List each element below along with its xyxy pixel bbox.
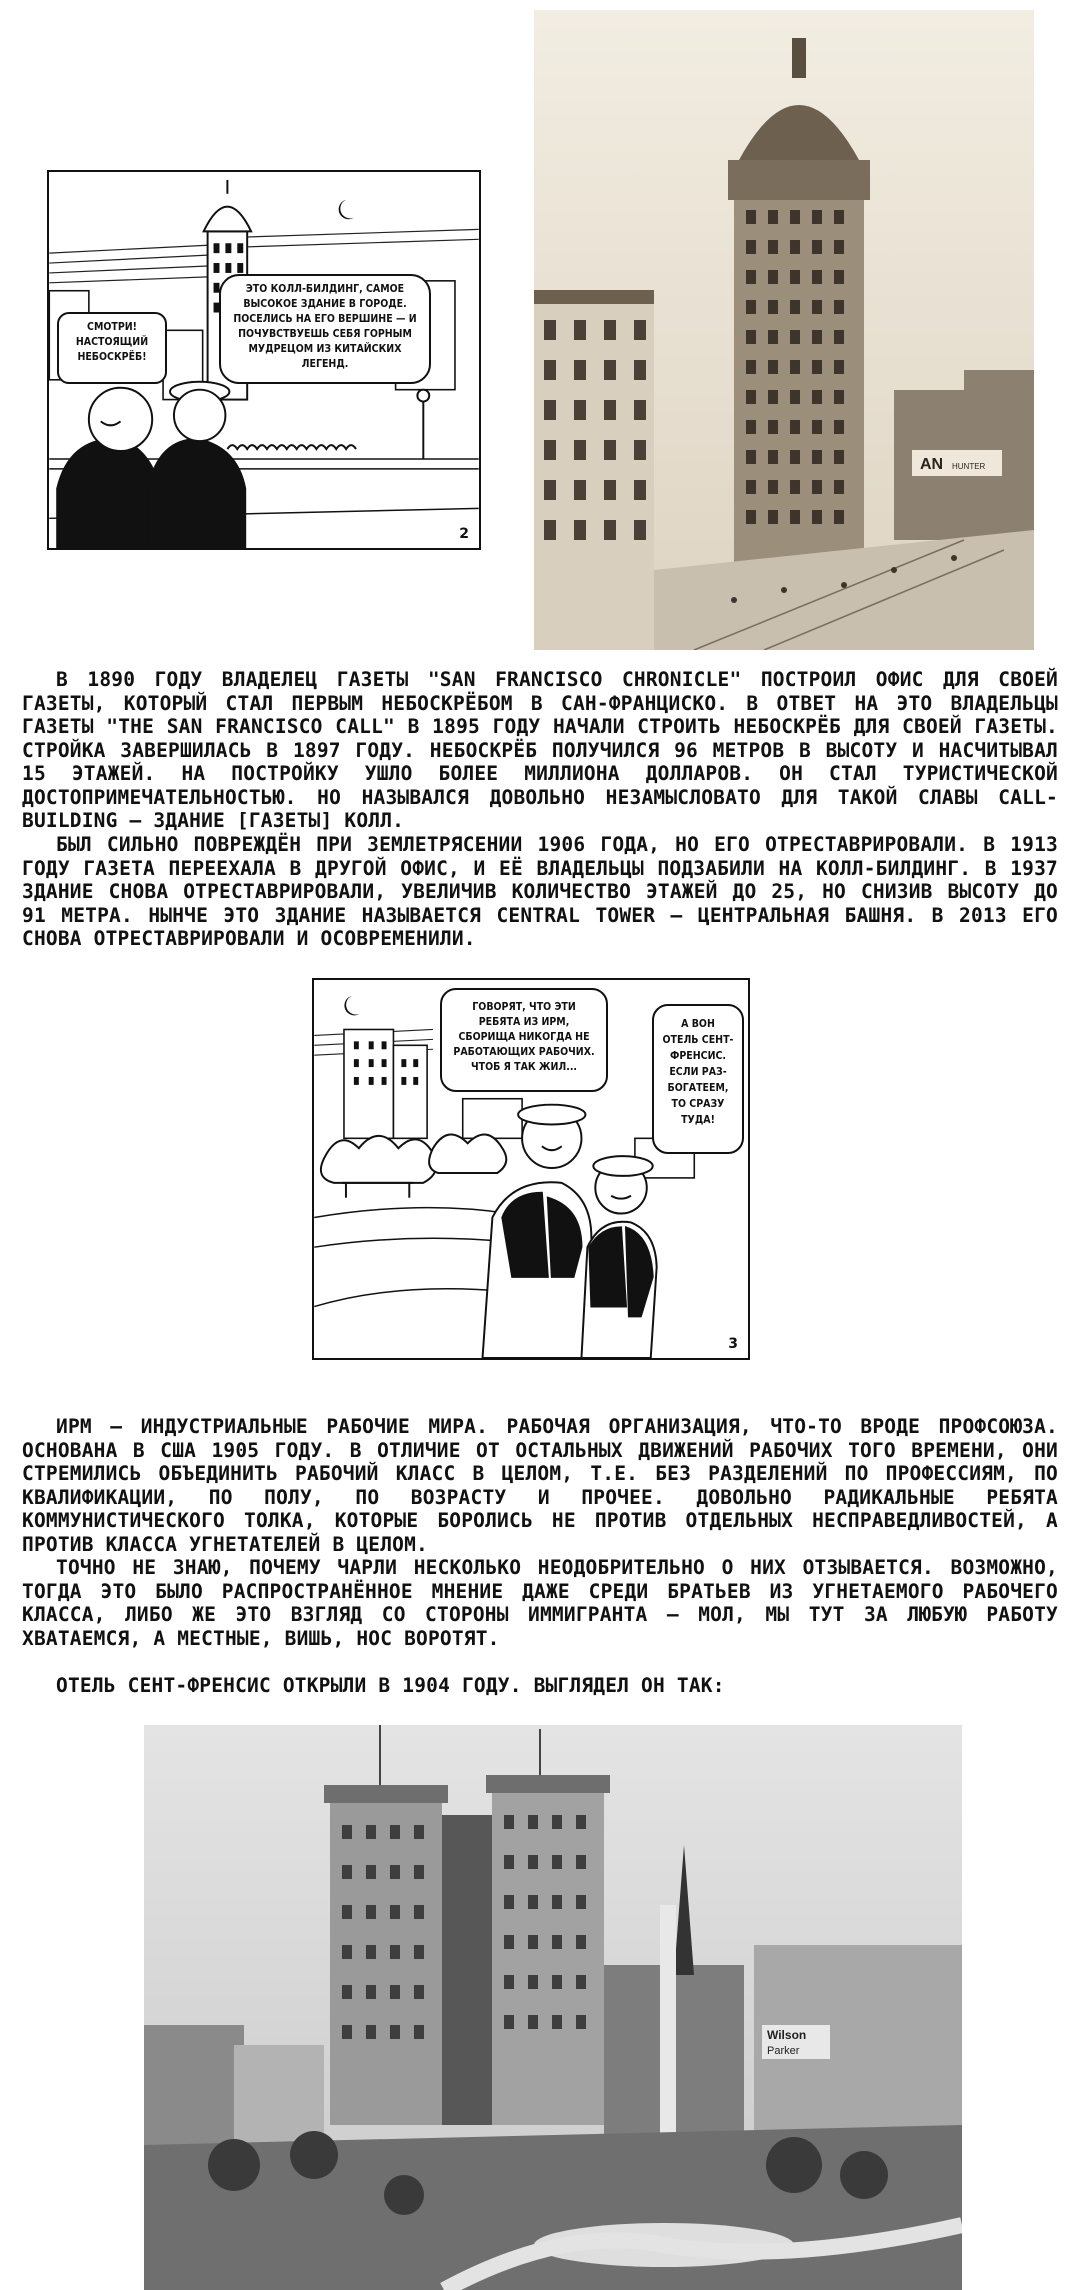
shop-sign-an: AN — [920, 456, 944, 473]
speech-bubble-right: ЭТО КОЛЛ-БИЛДИНГ, САМОЕ ВЫСОКОЕ ЗДАНИЕ В ГОРОДЕ. ПОСЕЛИСЬ НА ЕГО ВЕРШИНЕ — И ПОЧУВСТВУЕШЬ СЕБЯ ГОРНЫМ МУДРЕЦОМ ИЗ КИТАЙСКИХ ЛЕГЕНД. — [219, 274, 431, 384]
paragraph-call-building-2: БЫЛ СИЛЬНО ПОВРЕЖДЁН ПРИ ЗЕМЛЕТРЯСЕНИИ 1906 ГОДА, НО ЕГО ОТРЕСТАВРИРОВАЛИ. В 1913 ГОДУ ГАЗЕТА ПЕРЕЕХАЛА В ДРУГОЙ ОФИС, И ЕЁ ВЛАДЕЛЬЦЫ ПОДЗАБИЛИ НА КОЛЛ-БИЛДИНГ. В 1937 ЗДАНИЕ СНОВА ОТРЕСТАВРИРОВАЛИ, УВЕЛИЧИВ КОЛИЧЕСТВО ЭТАЖЕЙ ДО 25, НО СНИЗИВ ВЫСОТУ ДО 91 МЕТРА. НЫНЧЕ ЭТО ЗДАНИЕ НАЗЫВАЕТСЯ CENTRAL TOWER — ЦЕНТРАЛЬНАЯ БАШНЯ. В 2013 ЕГО СНОВА ОТРЕСТАВРИРОВАЛИ И ОСОВРЕМЕНИЛИ. — [22, 833, 1058, 950]
photo-call-building-image — [534, 10, 1034, 650]
speech-bubble-left: СМОТРИ! НАСТОЯЩИЙ НЕБОСКРЁБ! — [57, 312, 167, 384]
paragraph-irm-1: ИРМ — ИНДУСТРИАЛЬНЫЕ РАБОЧИЕ МИРА. РАБОЧАЯ ОРГАНИЗАЦИЯ, ЧТО-ТО ВРОДЕ ПРОФСОЮЗА. ОСНОВАНА В США 1905 ГОДУ. В ОТЛИЧИЕ ОТ ОСТАЛЬНЫХ ДВИЖЕНИЙ РАБОЧИХ ТОГО ВРЕМЕНИ, ОНИ СТРЕМИЛИСЬ ОБЪЕДИНИТЬ РАБОЧИЙ КЛАСС В ЦЕЛОМ, Т.Е. БЕЗ РАЗДЕЛЕНИЙ ПО ПРОФЕССИЯМ, ПО КВАЛИФИКАЦИИ, ПО ПОЛУ, ПО ВОЗРАСТУ И ПРОЧЕЕ. ДОВОЛЬНО РАДИКАЛЬНЫЕ РЕБЯТА КОММУНИСТИЧЕСКОГО ТОЛКА, КОТОРЫЕ БОРОЛИСЬ НЕ ПРОТИВ ОТДЕЛЬНЫХ НЕСПРАВЕДЛИВОСТЕЙ, А ПРОТИВ КЛАССА УГНЕТАТЕЛЕЙ В ЦЕЛОМ. — [22, 1415, 1058, 1556]
shop-sign-parker: Parker — [767, 2045, 800, 2057]
shop-sign-wilson: Wilson — [767, 2028, 807, 2042]
photo-call-building — [534, 10, 1034, 650]
paragraph-irm-2: ТОЧНО НЕ ЗНАЮ, ПОЧЕМУ ЧАРЛИ НЕСКОЛЬКО НЕОДОБРИТЕЛЬНО О НИХ ОТЗЫВАЕТСЯ. ВОЗМОЖНО, ТОГДА ЭТО БЫЛО РАСПРОСТРАНЁННОЕ МНЕНИЕ ДАЖЕ СРЕДИ БРАТЬЕВ ИЗ УГНЕТАЕМОГО РАБОЧЕГО КЛАССА, ЛИБО ЖЕ ЭТО ВЗГЛЯД СО СТОРОНЫ ИММИГРАНТА — МОЛ, МЫ ТУТ ЗА ЛЮБУЮ РАБОТУ ХВАТАЕМСЯ, А МЕСТНЫЕ, ВИШЬ, НОС ВОРОТЯТ. — [22, 1556, 1058, 1650]
speech-bubble-left: ГОВОРЯТ, ЧТО ЭТИ РЕБЯТА ИЗ ИРМ, СБОРИЩА НИКОГДА НЕ РАБОТАЮЩИХ РАБОЧИХ. ЧТОБ Я ТАК ЖИЛ... — [440, 988, 608, 1092]
comic-panel-2 — [312, 978, 750, 1360]
photo-st-francis-hotel — [144, 1725, 962, 2290]
panel-number: 3 — [728, 1336, 738, 1352]
speech-bubble-right: А ВОН ОТЕЛЬ СЕНТ-ФРЕНСИС. ЕСЛИ РАЗ-БОГАТЕЕМ, ТО СРАЗУ ТУДА! — [652, 1004, 744, 1154]
comic-panel-1 — [47, 170, 481, 550]
shop-sign-hunter: HUNTER — [952, 462, 986, 471]
paragraph-st-francis: ОТЕЛЬ СЕНТ-ФРЕНСИС ОТКРЫЛИ В 1904 ГОДУ. ВЫГЛЯДЕЛ ОН ТАК: — [56, 1674, 725, 1697]
photo-st-francis-hotel-image — [144, 1725, 962, 2290]
paragraph-call-building-1: В 1890 ГОДУ ВЛАДЕЛЕЦ ГАЗЕТЫ "SAN FRANCISCO CHRONICLE" ПОСТРОИЛ ОФИС ДЛЯ СВОЕЙ ГАЗЕТЫ, КОТОРЫЙ СТАЛ ПЕРВЫМ НЕБОСКРЁБОМ В САН-ФРАНЦИСКО. В ОТВЕТ НА ЭТО ВЛАДЕЛЬЦЫ ГАЗЕТЫ "THE SAN FRANCISCO CALL" В 1895 ГОДУ НАЧАЛИ СТРОИТЬ НЕБОСКРЁБ ДЛЯ СВОЕЙ ГАЗЕТЫ. СТРОЙКА ЗАВЕРШИЛАСЬ В 1897 ГОДУ. НЕБОСКРЁБ ПОЛУЧИЛСЯ 96 МЕТРОВ В ВЫСОТУ И НАСЧИТЫВАЛ 15 ЭТАЖЕЙ. НА ПОСТРОЙКУ УШЛО БОЛЕЕ МИЛЛИОНА ДОЛЛАРОВ. ОН СТАЛ ТУРИСТИЧЕСКОЙ ДОСТОПРИМЕЧАТЕЛЬНОСТЬЮ. НО НАЗЫВАЛСЯ ДОВОЛЬНО НЕЗАМЫСЛОВАТО ДЛЯ ТАКОЙ СЛАВЫ CALL-BUILDING — ЗДАНИЕ [ГАЗЕТЫ] КОЛЛ. — [22, 668, 1058, 832]
panel-number: 2 — [459, 526, 469, 542]
